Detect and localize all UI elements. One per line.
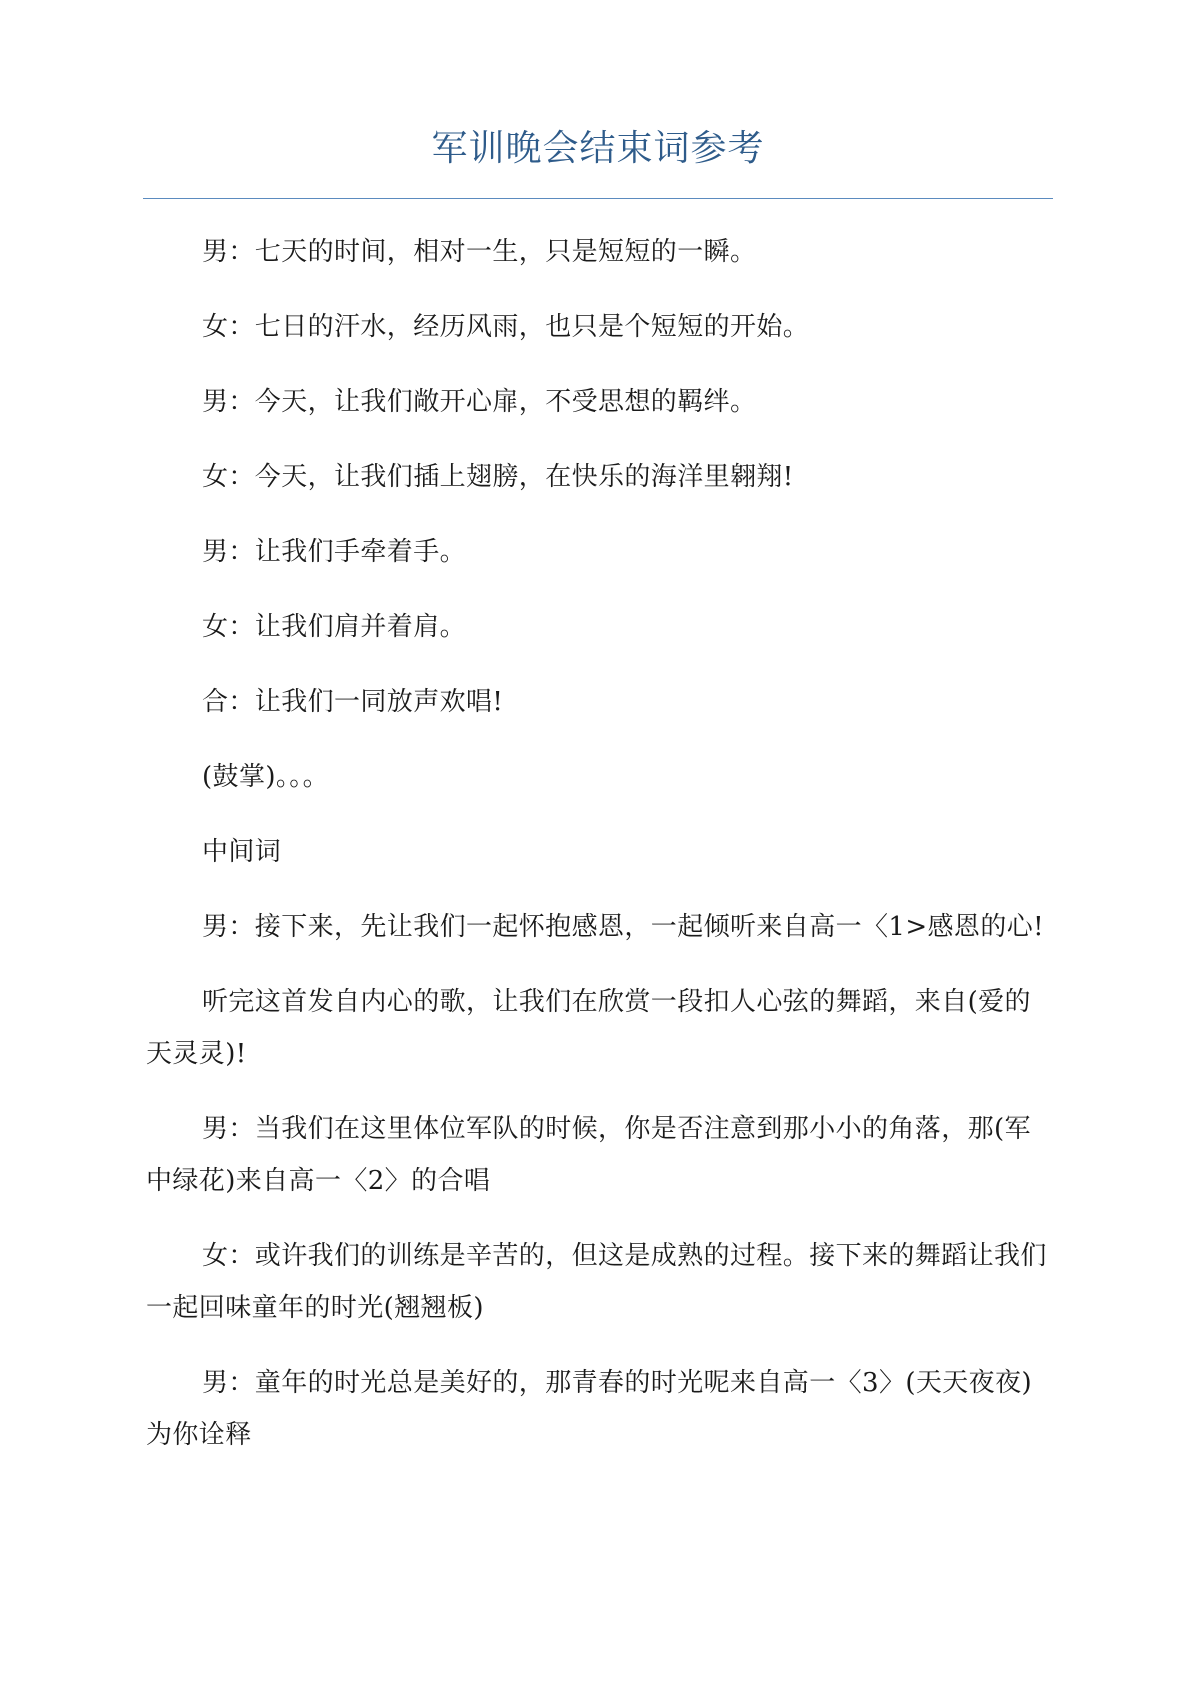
document-body bbox=[146, 226, 1050, 1484]
paragraph: 女：或许我们的训练是辛苦的，但这是成熟的过程。接下来的舞蹈让我们一起回味童年的时光(翘翘板) bbox=[146, 1241, 1047, 1323]
paragraph: 男：让我们手牵着手。 bbox=[202, 537, 467, 567]
title-divider bbox=[143, 198, 1053, 199]
paragraph: 男：接下来，先让我们一起怀抱感恩，一起倾听来自高一〈1>感恩的心! bbox=[202, 912, 1044, 942]
paragraph: 合：让我们一同放声欢唱! bbox=[202, 687, 504, 717]
paragraph: 听完这首发自内心的歌，让我们在欣赏一段扣人心弦的舞蹈，来自(爱的天灵灵)! bbox=[146, 987, 1031, 1069]
paragraph: 女：七日的汗水，经历风雨，也只是个短短的开始。 bbox=[202, 312, 810, 342]
paragraph: 女：今天，让我们插上翅膀，在快乐的海洋里翱翔! bbox=[202, 462, 794, 492]
paragraph: 男：七天的时间，相对一生，只是短短的一瞬。 bbox=[202, 237, 757, 267]
paragraph: 男：童年的时光总是美好的，那青春的时光呢来自高一〈3〉(天天夜夜)为你诠释 bbox=[146, 1368, 1033, 1450]
document-title: 军训晚会结束词参考 bbox=[431, 128, 765, 169]
paragraph: 男：当我们在这里体位军队的时候，你是否注意到那小小的角落，那(军中绿花)来自高一〈2〉的合唱 bbox=[146, 1114, 1031, 1196]
paragraph: 女：让我们肩并着肩。 bbox=[202, 612, 467, 642]
section-heading: 中间词 bbox=[202, 837, 282, 867]
paragraph: (鼓掌)。。。 bbox=[202, 762, 330, 792]
paragraph: 男：今天，让我们敞开心扉，不受思想的羁绊。 bbox=[202, 387, 757, 417]
